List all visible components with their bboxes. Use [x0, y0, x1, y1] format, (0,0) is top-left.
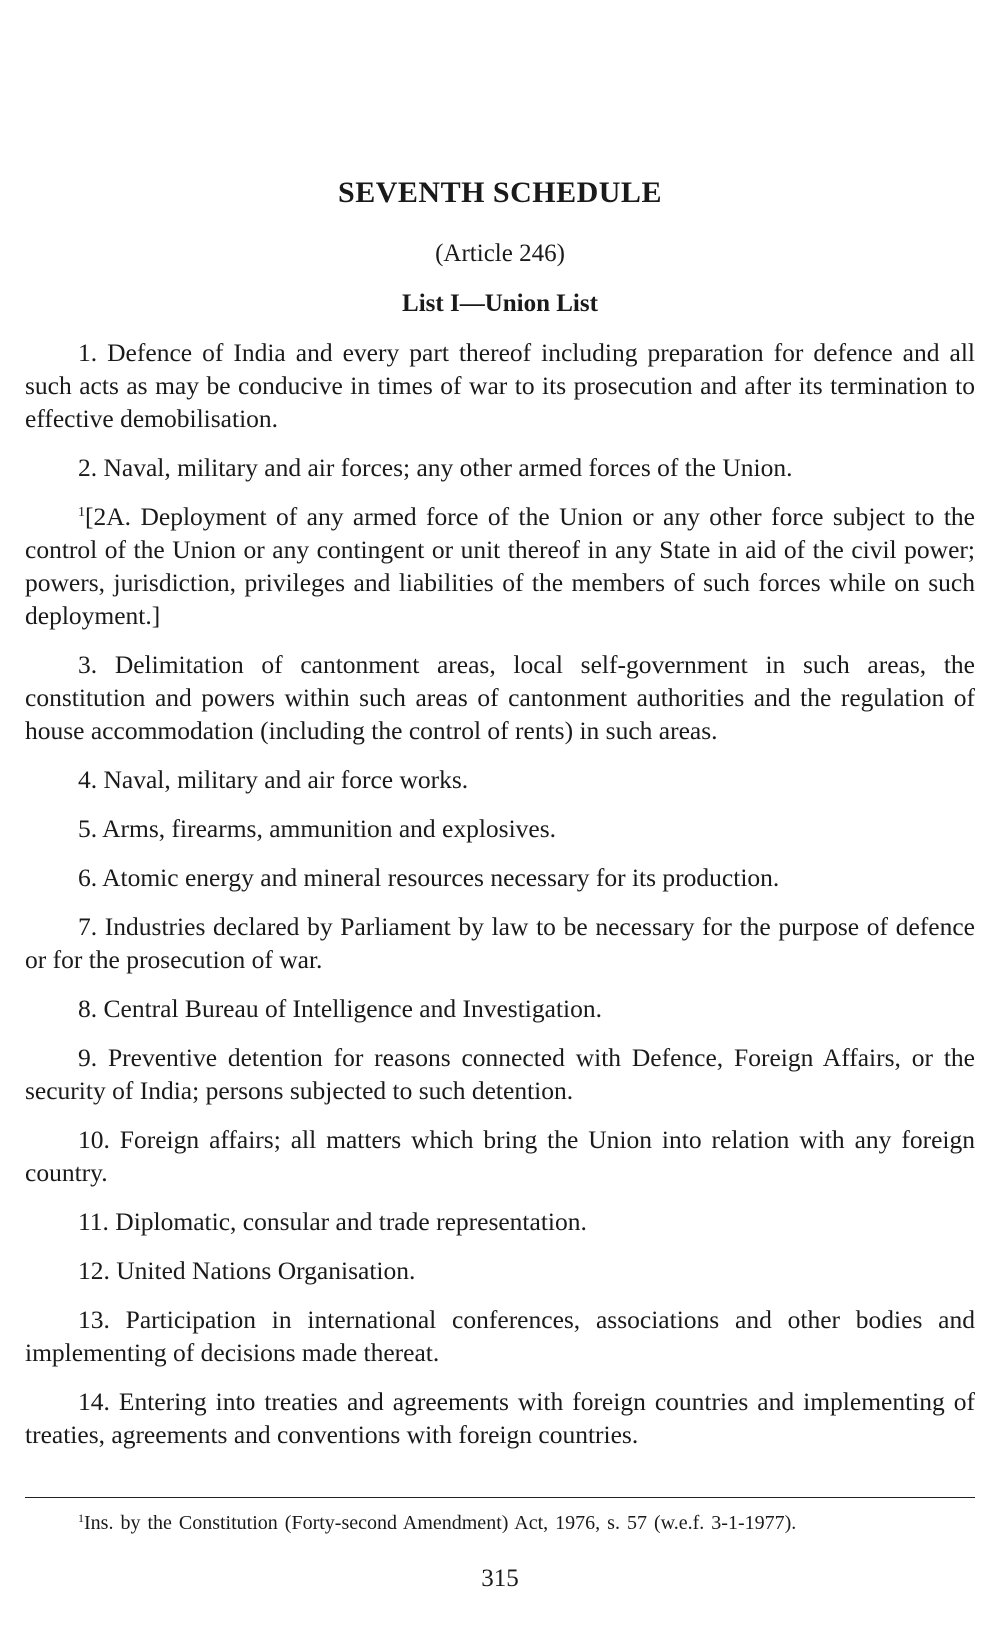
list-item: [25, 336, 975, 435]
list-item: [25, 648, 975, 747]
list-item-text: 10. Foreign affairs; all matters which bring the Union into relation with any foreign country.: [25, 1125, 975, 1187]
list-item: [25, 1041, 975, 1107]
list-item-text: 9. Preventive detention for reasons connected with Defence, Foreign Affairs, or the security of India; persons subjected to such detention.: [25, 1043, 975, 1105]
list-heading: List I—Union List: [402, 290, 598, 317]
list-item-text: 2. Naval, military and air forces; any other armed forces of the Union.: [78, 453, 793, 482]
list-item-text: 13. Participation in international conferences, associations and other bodies and implementing of decisions made thereat.: [25, 1305, 975, 1367]
list-item: [25, 812, 975, 845]
amendment-marker: 1: [78, 505, 85, 520]
page-number: 315: [481, 1565, 519, 1592]
list-item-text: 11. Diplomatic, consular and trade representation.: [78, 1207, 587, 1236]
list-item: [25, 861, 975, 894]
list-item: [25, 1123, 975, 1189]
list-item-text: [2A. Deployment of any armed force of the Union or any other force subject to the control of the Union or any contingent or unit thereof in any State in aid of the civil power; powers, jurisdiction, privileges and liabilities of the members of such forces while on such deployment.]: [25, 502, 975, 630]
list-item: [25, 1385, 975, 1451]
list-item-text: 6. Atomic energy and mineral resources necessary for its production.: [78, 863, 780, 892]
list-item: [25, 1254, 975, 1287]
list-item-text: 8. Central Bureau of Intelligence and Investigation.: [78, 994, 602, 1023]
footnote-divider: [25, 1497, 975, 1498]
list-item-text: 5. Arms, firearms, ammunition and explosives.: [78, 814, 557, 843]
list-item-text: 12. United Nations Organisation.: [78, 1256, 416, 1285]
list-item-text: 4. Naval, military and air force works.: [78, 765, 469, 794]
list-item: [25, 910, 975, 976]
footnote: [78, 1512, 975, 1535]
list-item-text: 14. Entering into treaties and agreements with foreign countries and implementing of treaties, agreements and conventions with foreign countries.: [25, 1387, 975, 1449]
list-item: [25, 500, 975, 632]
footnote-text: Ins. by the Constitution (Forty-second Amendment) Act, 1976, s. 57 (w.e.f. 3-1-1977).: [84, 1512, 797, 1534]
list-item: [25, 763, 975, 796]
footnote-marker: 1: [78, 1511, 84, 1525]
list-item: [25, 1303, 975, 1369]
list-item: [25, 1205, 975, 1238]
list-item-text: 1. Defence of India and every part thereof including preparation for defence and all such acts as may be conducive in times of war to its prosecution and after its termination to effective demobilisation.: [25, 338, 975, 433]
list-item: [25, 451, 975, 484]
entry-list: [25, 336, 975, 1467]
schedule-title: SEVENTH SCHEDULE: [338, 176, 662, 209]
article-reference: (Article 246): [435, 240, 565, 267]
list-item: [25, 992, 975, 1025]
list-item-text: 3. Delimitation of cantonment areas, local self-government in such areas, the constitution and powers within such areas of cantonment authorities and the regulation of house accommodation (including the control of rents) in such areas.: [25, 650, 975, 745]
list-item-text: 7. Industries declared by Parliament by law to be necessary for the purpose of defence or for the prosecution of war.: [25, 912, 975, 974]
